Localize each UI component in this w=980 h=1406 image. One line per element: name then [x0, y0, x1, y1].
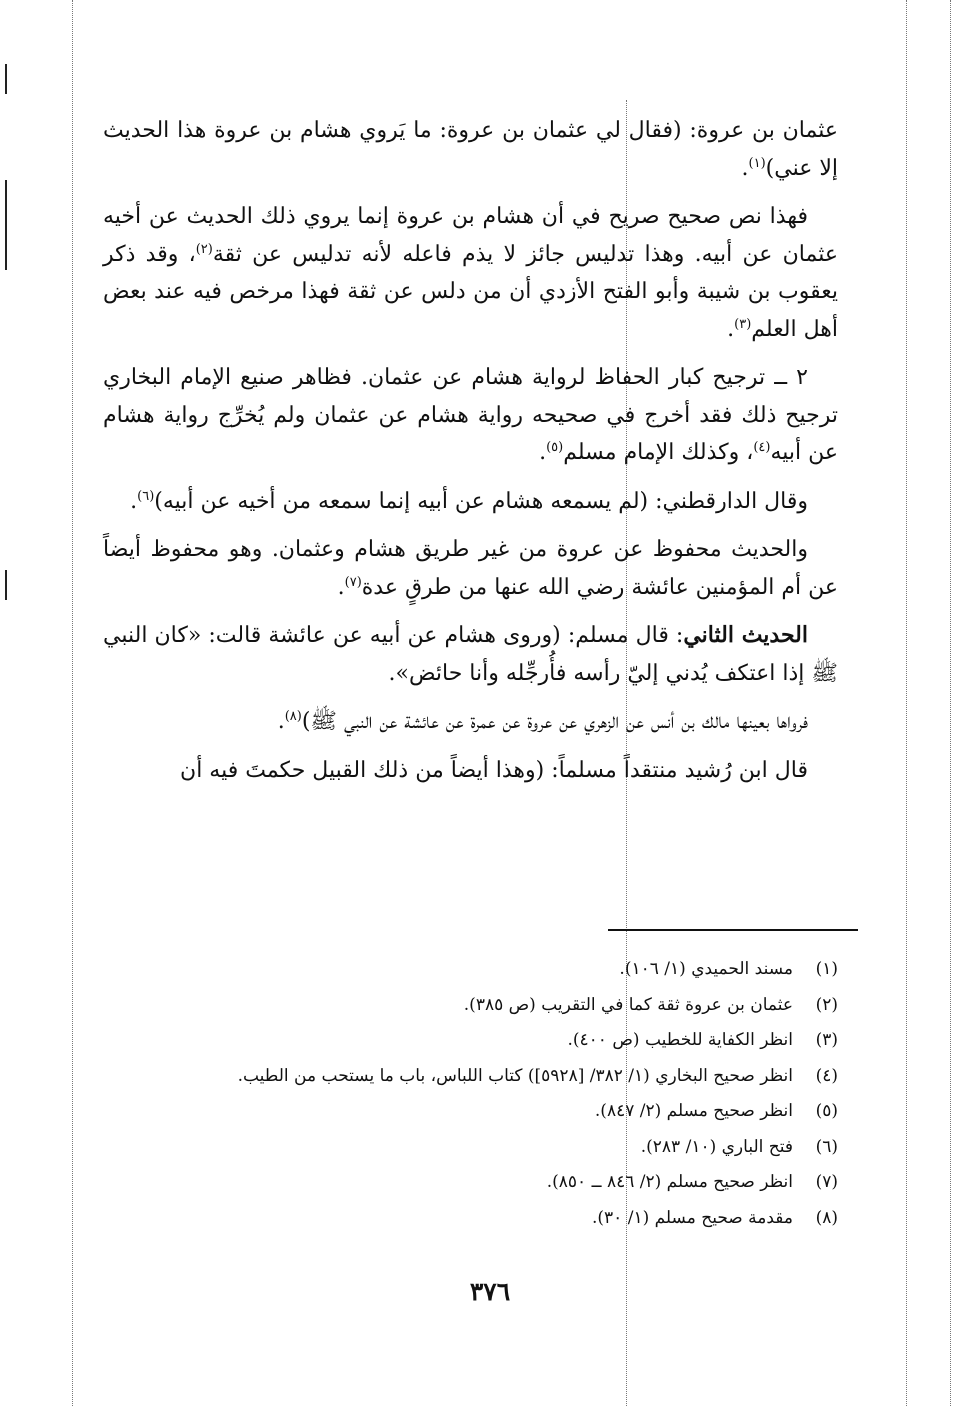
footnote-ref-5: (٥): [546, 440, 564, 455]
footnote-ref-3: (٣): [734, 316, 752, 332]
footnote-ref-6: (٦): [137, 488, 155, 504]
page-number: ٣٧٦: [469, 1277, 511, 1306]
paragraph-8: قال ابن رُشيد منتقداً مسلماً: (وهذا أيضاً من ذلك القبيل حكمتَ فيه أن: [180, 757, 808, 783]
footnote-ref-7: (٧): [344, 574, 362, 590]
footnote-5: (٥)انظر صحيح مسلم (٢/ ٨٤٧).: [594, 1101, 838, 1121]
footnote-ref-1: (١): [748, 155, 766, 171]
paragraph-2: فهذا نص صحيح صريح في أن هشام بن عروة إنما يروي ذلك الحديث عن أخيه عثمان عن أبيه. وهذا تدليس جائز لا يذم فاعله لأنه تدليس عن ثقة$^{(٢)}$، وقد ذكر يعقوب بن شيبة وأبو الفتح الأزدي أن من دلس عن ثقة فهذا مرخص فيه عند بعض أهل العلم$^{(٣)}$.: [103, 204, 838, 342]
scan-edge-line-lower: [5, 570, 7, 600]
footnote-ref-8: (٨): [284, 709, 302, 724]
footnote-ref-2: (٢): [195, 241, 213, 257]
paragraph-3: ٢ ــ ترجيح كبار الحفاظ لرواية هشام عن عثمان. فظاهر صنيع الإمام البخاري ترجيح ذلك فقد أخرج في صحيحه رواية هشام عن عثمان ولم يُخرِّج رواية هشام عن أبيه$^{(٤)}$، وكذلك الإمام مسلم$^{(٥)}$.: [103, 365, 838, 465]
footnote-6: (٦)فتح الباري (١٠/ ٢٨٣).: [640, 1136, 838, 1157]
footnotes: [103, 952, 838, 1236]
paragraph-6: الحديث الثاني: قال مسلم: (وروى هشام عن أبيه عن عائشة قالت: «كان النبي ﷺ إذا اعتكف يُدني إليّ رأسه فأُرجِّله وأنا حائض».: [103, 622, 838, 686]
footnote-1: (١)مسند الحميدي (١/ ١٠٦).: [619, 959, 838, 979]
paragraph-1: عثمان بن عروة: (فقال لي عثمان بن عروة: ما يَروي هشام بن عروة هذا الحديث إلا عني)$^{(١)}$.: [103, 118, 838, 181]
scan-edge-line-middle: [5, 180, 7, 270]
footnote-2: (٢)عثمان بن عروة ثقة كما في التقريب (ص ٣٨٥).: [463, 994, 838, 1015]
paragraph-5: والحديث محفوظ عن عروة من غير طريق هشام وعثمان. وهو محفوظ أيضاً عن أم المؤمنين عائشة رضي الله عنها من طرقٍ عدة$^{(٧)}$.: [103, 537, 838, 600]
paragraph-7: فرواها بعينها مالك بن أنس عن الزهري عن عروة عن عمرة عن عائشة عن النبي ﷺ)$^{(٨)}$.: [277, 709, 808, 734]
scan-dotted-line-edge: [950, 0, 951, 1406]
footnote-8: (٨)مقدمة صحيح مسلم (١/ ٣٠).: [591, 1207, 838, 1228]
scan-edge-line-top: [5, 64, 7, 94]
paragraph-4: وقال الدارقطني: (لم يسمعه هشام عن أبيه إنما سمعه من أخيه عن أبيه)$^{(٦)}$.: [130, 488, 808, 514]
footnote-7: (٧)انظر صحيح مسلم (٢/ ٨٤٦ ــ ٨٥٠).: [546, 1172, 838, 1192]
footnote-3: (٣)انظر الكفاية للخطيب (ص ٤٠٠).: [567, 1030, 838, 1050]
footnote-ref-4: (٤): [753, 440, 771, 455]
scan-dotted-line-right: [906, 0, 907, 1406]
main-text: [103, 112, 838, 800]
footnote-separator: [608, 929, 858, 931]
scan-dotted-line-left: [72, 0, 73, 1406]
hadith-heading: الحديث الثاني: [683, 622, 808, 648]
footnote-4: (٤)انظر صحيح البخاري (١/ ٣٨٢/ [٥٩٢٨]) كتاب اللباس، باب ما يستحب من الطيب.: [237, 1065, 838, 1086]
